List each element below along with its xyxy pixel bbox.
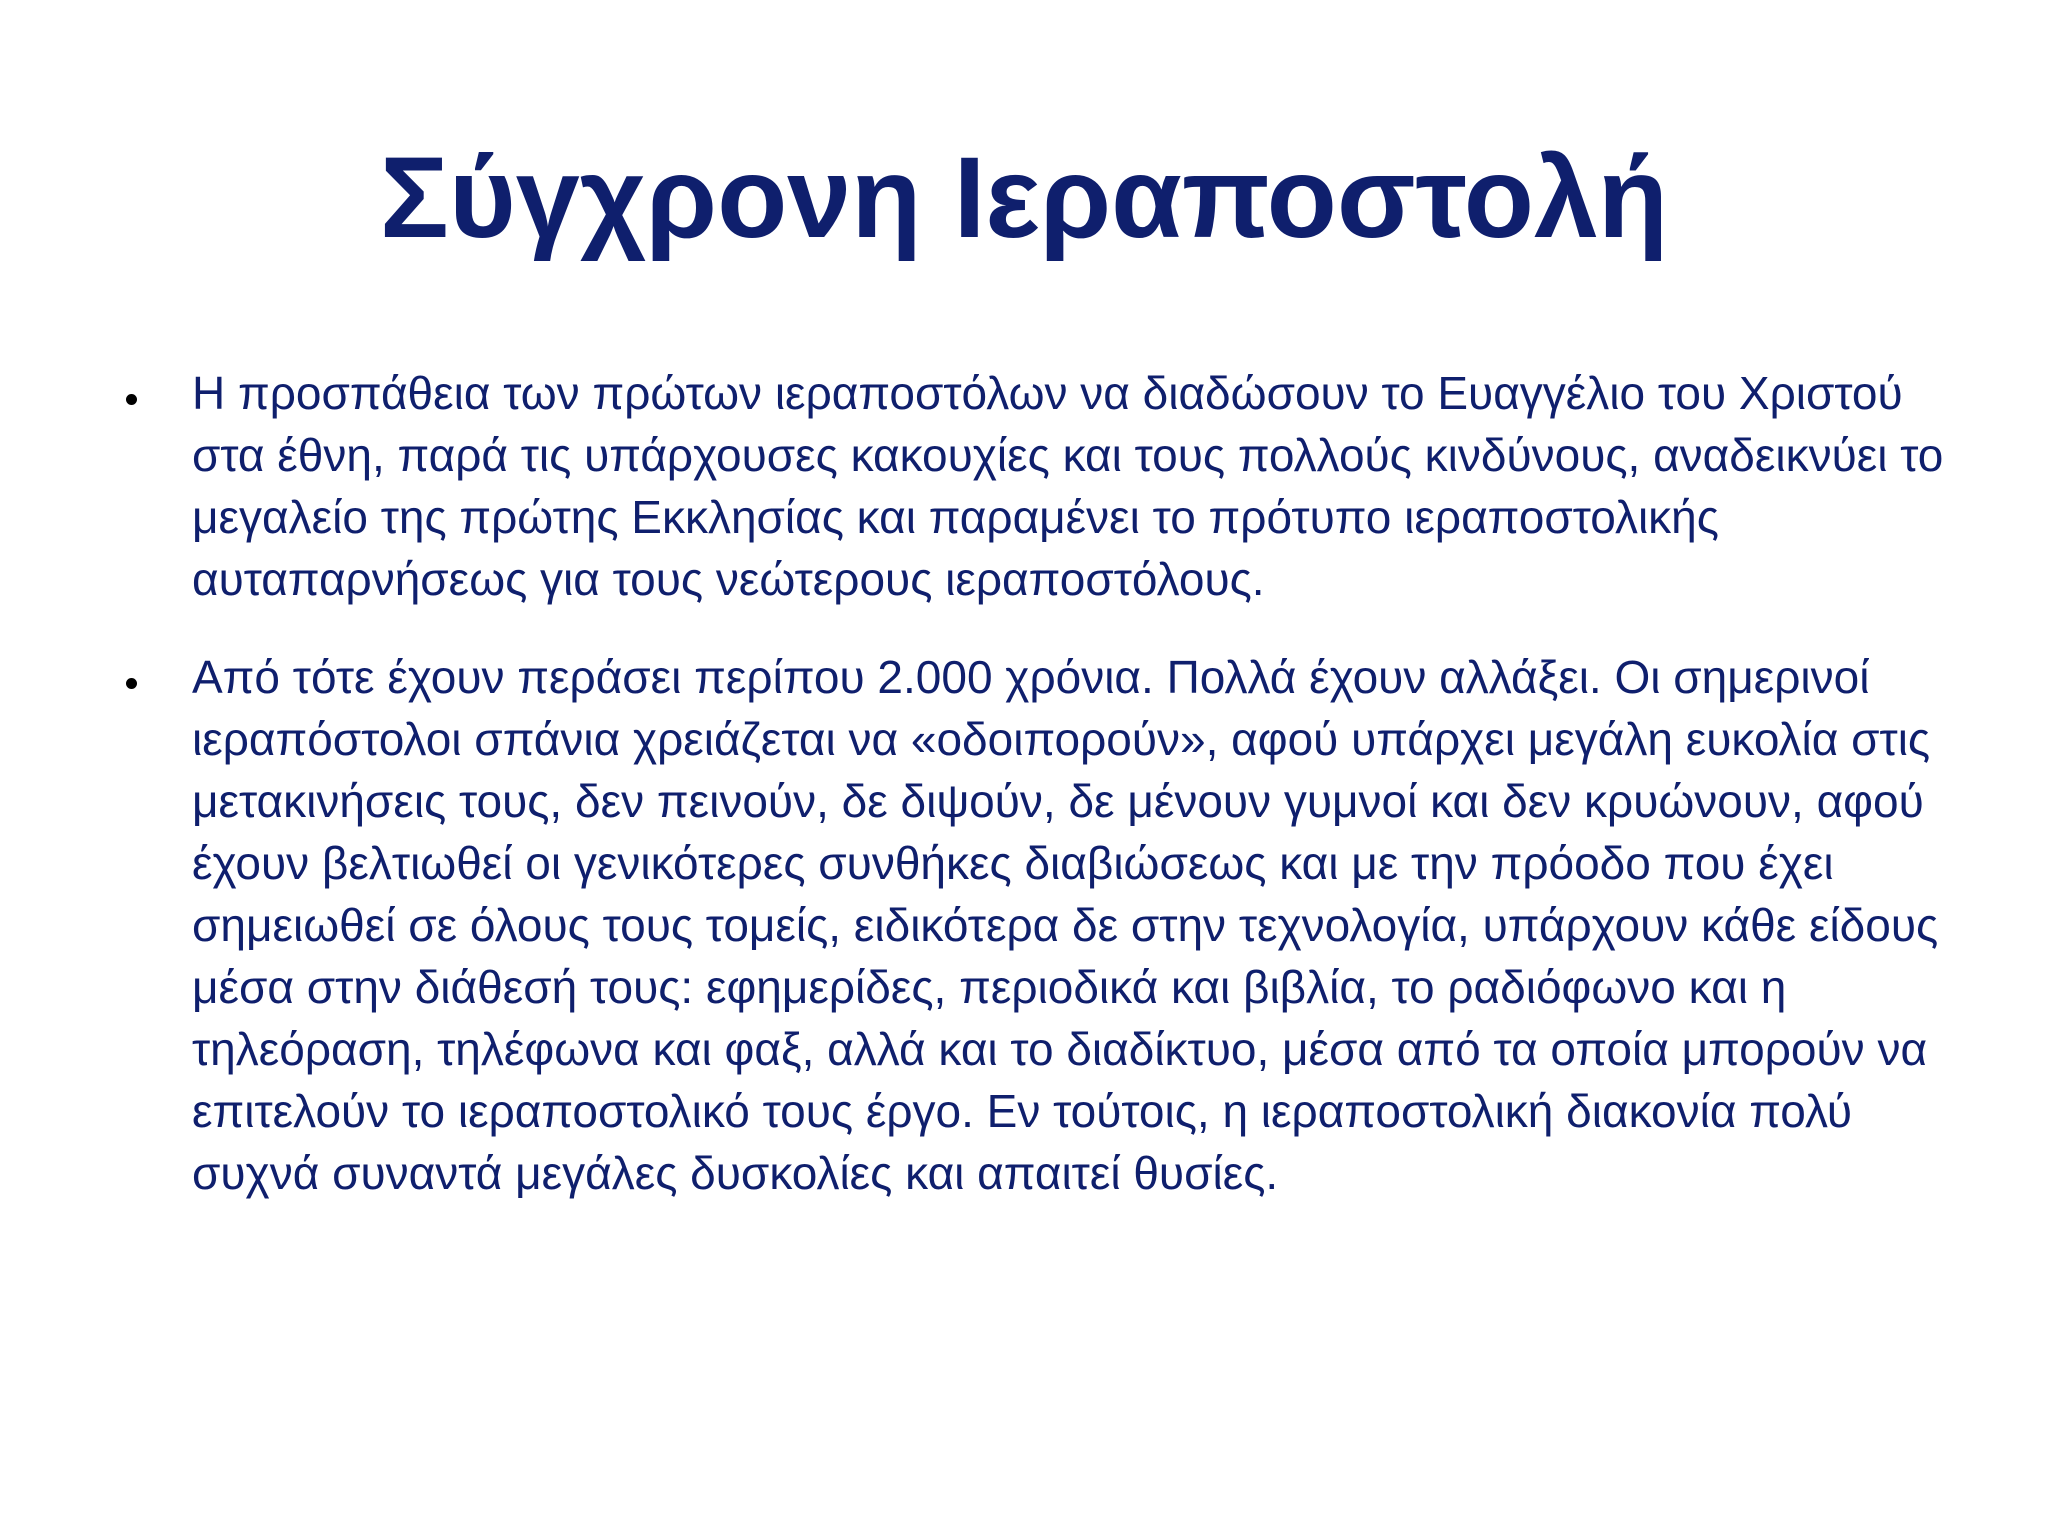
bullet-item [118, 362, 1948, 610]
bullet-text: Από τότε έχουν περάσει περίπου 2.000 χρόνια. Πολλά έχουν αλλάξει. Οι σημερινοί ιεραπόστολοι σπάνια χρειάζεται να «οδοιπορούν», αφού υπάρχει μεγάλη ευκολία στις μετακινήσεις τους, δεν πεινούν, δε διψούν, δε μένουν γυμνοί και δεν κρυώνουν, αφού έχουν βελτιωθεί οι γενικότερες συνθήκες διαβιώσεως και με την πρόοδο που έχει σημειωθεί σε όλους τους τομείς, ειδικότερα δε στην τεχνολογία, υπάρχουν κάθε είδους μέσα στην διάθεσή τους: εφημερίδες, περιοδικά και βιβλία, το ραδιόφωνο και η τηλεόραση, τηλέφωνα και φαξ, αλλά και το διαδίκτυο, μέσα από τα οποία μπορούν να επιτελούν το ιεραποστολικό τους έργο. Εν τούτοις, η ιεραποστολική διακονία πολύ συχνά συναντά μεγάλες δυσκολίες και απαιτεί θυσίες. [192, 651, 1939, 1199]
bullet-item [118, 646, 1948, 1204]
bullet-dot-icon [126, 678, 137, 689]
bullet-list [118, 362, 1948, 1204]
bullet-dot-icon [126, 394, 137, 405]
slide-title: Σύγχρονη Ιεραποστολή [379, 134, 1669, 262]
bullet-text: Η προσπάθεια των πρώτων ιεραποστόλων να διαδώσουν το Ευαγγέλιο του Χριστού στα έθνη, παρά τις υπάρχουσες κακουχίες και τους πολλούς κινδύνους, αναδεικνύει το μεγαλείο της πρώτης Εκκλησίας και παραμένει το πρότυπο ιεραποστολικής αυταπαρνήσεως για τους νεώτερους ιεραποστόλους. [192, 367, 1944, 605]
